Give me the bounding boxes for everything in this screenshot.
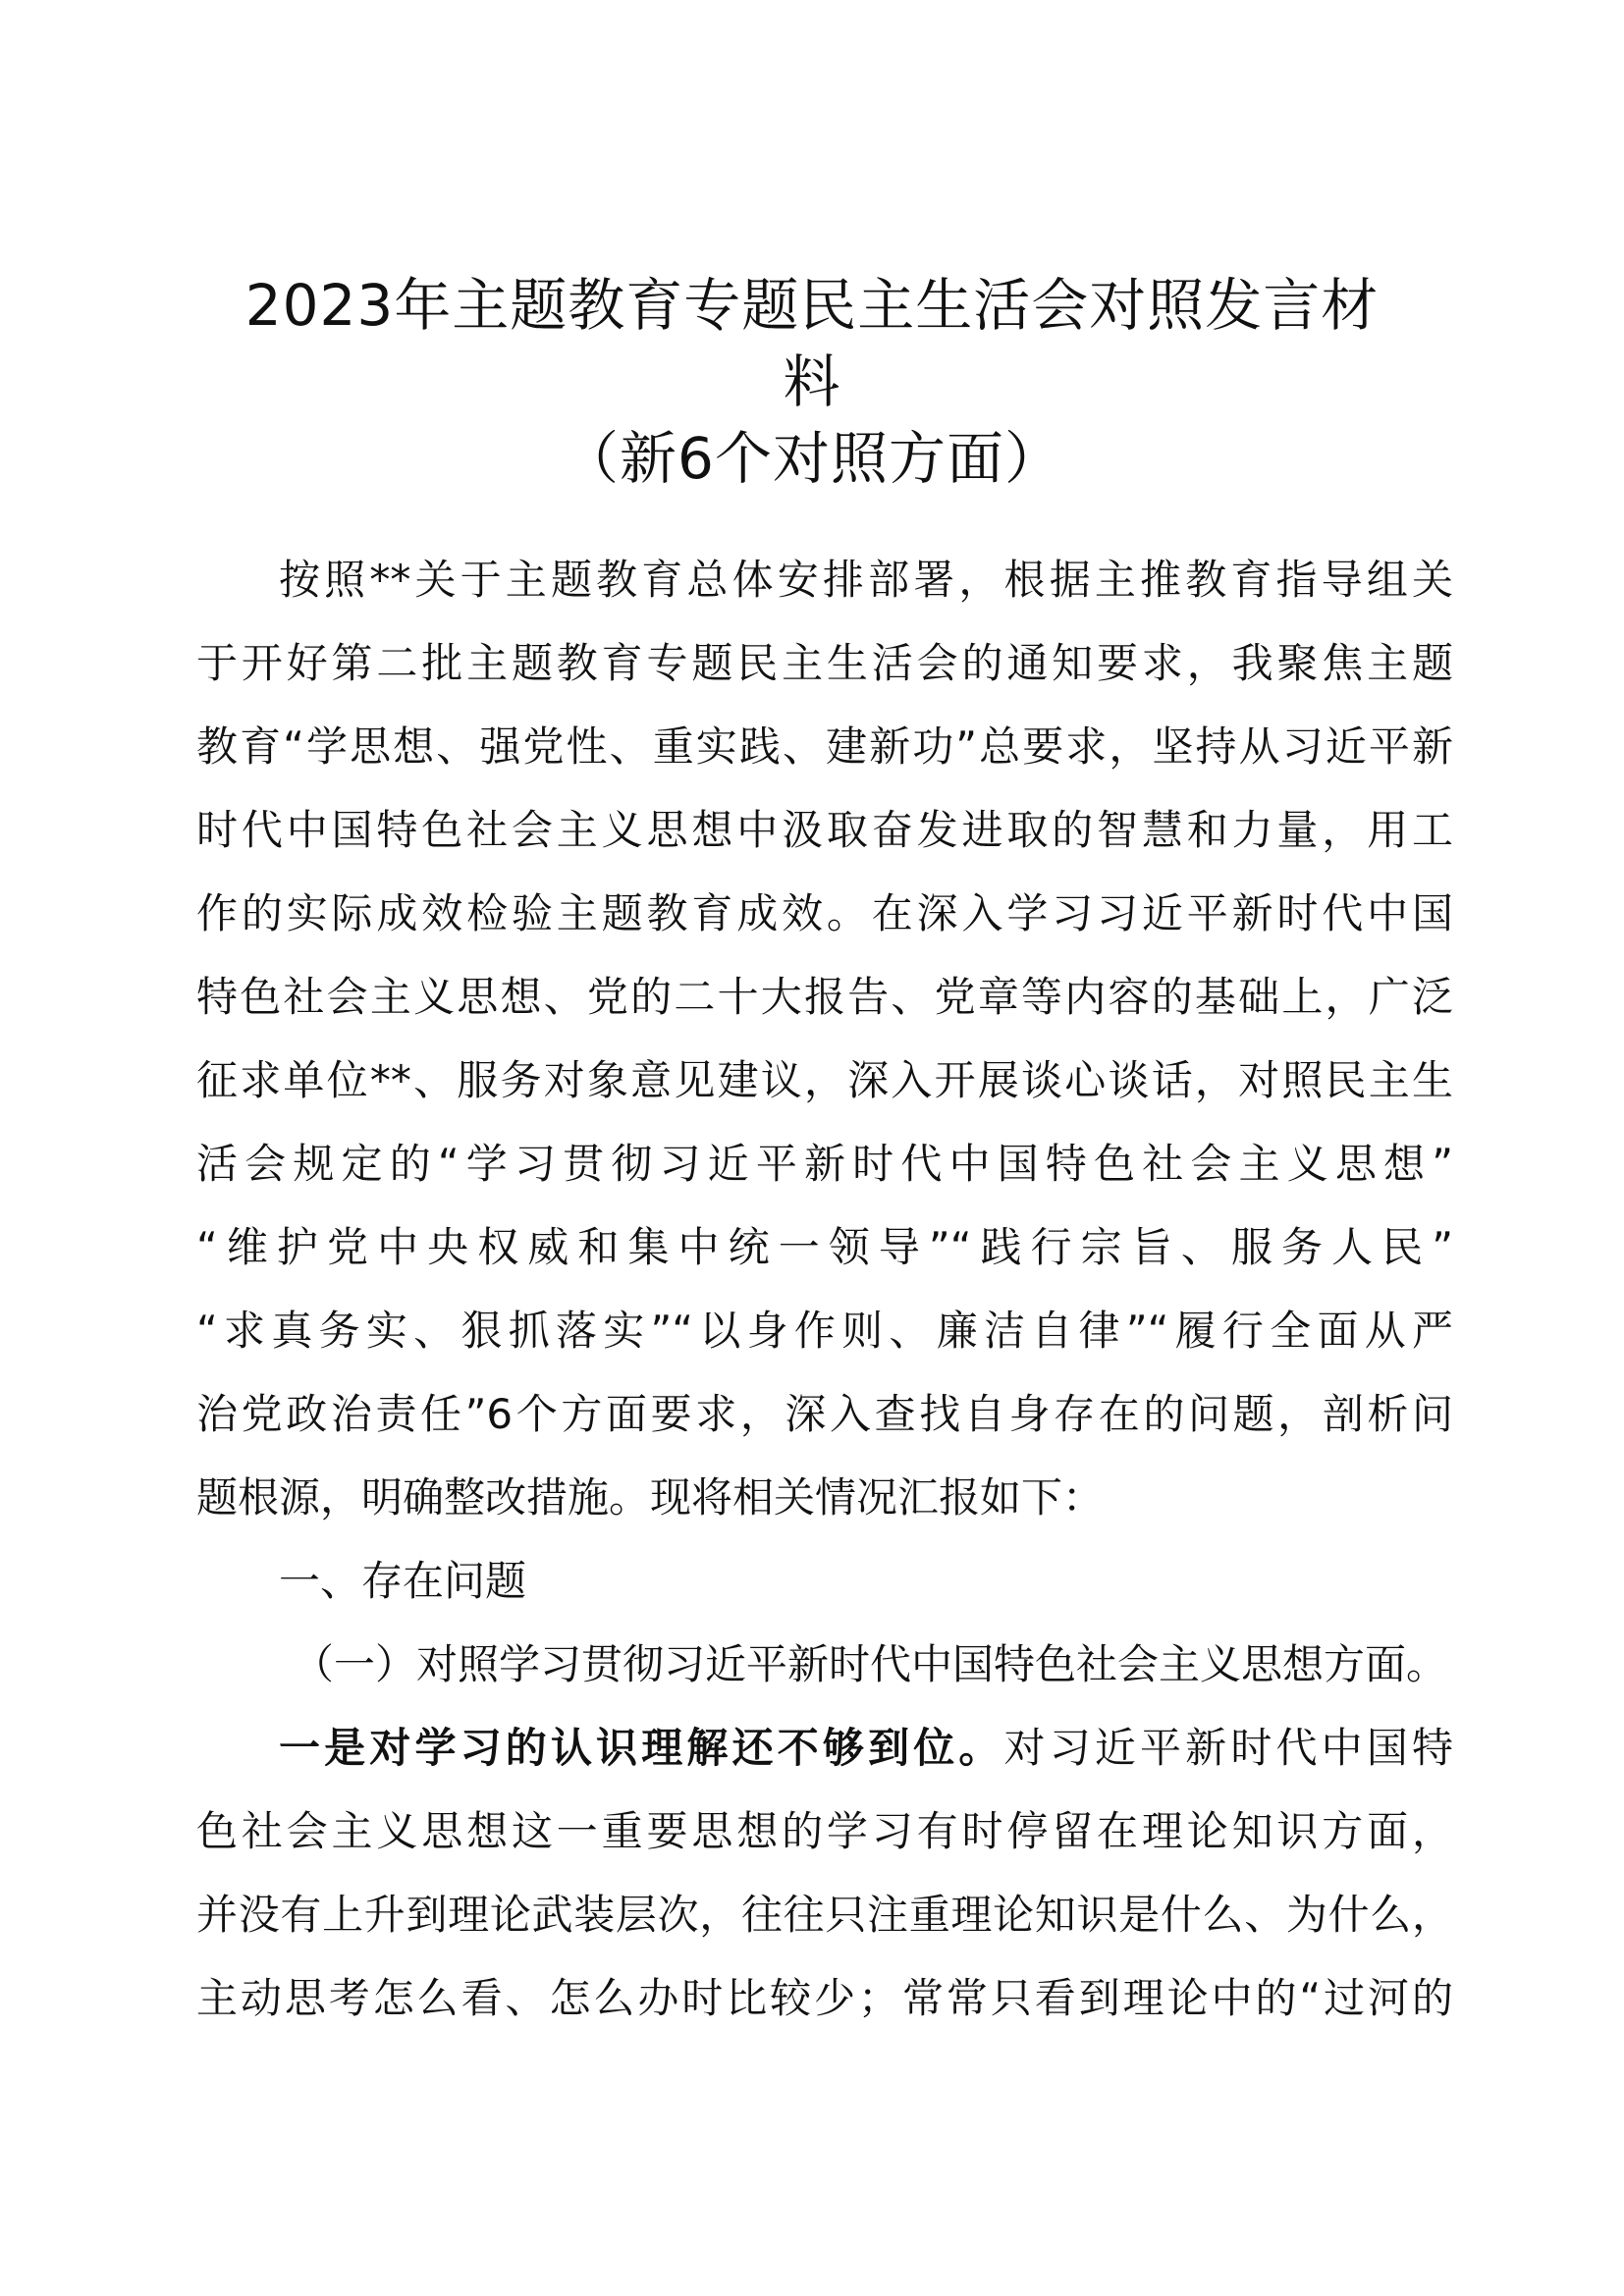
intro-line: “求真务实、狠抓落实”“以身作则、廉洁自律”“履行全面从严 [196, 1307, 1453, 1355]
title-line-3: （新6个对照方面） [562, 425, 1062, 492]
intro-line: 于开好第二批主题教育专题民主生活会的通知要求，我聚焦主题 [196, 639, 1453, 687]
intro-line: 按照**关于主题教育总体安排部署，根据主推教育指导组关 [279, 556, 1453, 604]
point-one-line: 色社会主义思想这一重要思想的学习有时停留在理论知识方面， [196, 1807, 1453, 1855]
point-one-first-line-rest: 对习近平新时代中国特 [1003, 1724, 1453, 1772]
point-one-line: 主动思考怎么看、怎么办时比较少；常常只看到理论中的“过河的 [196, 1974, 1453, 2022]
title-line-1: 2023年主题教育专题民主生活会对照发言材 [244, 272, 1380, 339]
intro-line: 特色社会主义思想、党的二十大报告、党章等内容的基础上，广泛 [196, 973, 1453, 1021]
intro-line: 时代中国特色社会主义思想中汲取奋发进取的智慧和力量，用工 [196, 806, 1453, 854]
intro-line: 题根源，明确整改措施。现将相关情况汇报如下： [196, 1473, 1105, 1522]
subsection-heading: （一）对照学习贯彻习近平新时代中国特色社会主义思想方面。 [293, 1640, 1448, 1688]
intro-line: 征求单位**、服务对象意见建议，深入开展谈心谈话，对照民主生 [196, 1056, 1453, 1104]
intro-line: 作的实际成效检验主题教育成效。在深入学习习近平新时代中国 [196, 889, 1453, 937]
document-title [187, 267, 1437, 497]
intro-line: 教育“学思想、强党性、重实践、建新功”总要求，坚持从习近平新 [196, 722, 1453, 771]
intro-line: “维护党中央权威和集中统一领导”“践行宗旨、服务人民” [196, 1223, 1453, 1271]
title-line-2: 料 [783, 348, 841, 415]
point-one-line: 并没有上升到理论武装层次，往往只注重理论知识是什么、为什么， [196, 1891, 1453, 1939]
document-body [196, 538, 1453, 2040]
section-heading: 一、存在问题 [279, 1557, 527, 1605]
intro-line: 治党政治责任”6个方面要求，深入查找自身存在的问题，剖析问 [196, 1390, 1453, 1438]
intro-line: 活会规定的“学习贯彻习近平新时代中国特色社会主义思想” [196, 1140, 1453, 1188]
point-one-first-line [196, 1706, 1453, 1789]
point-one-bold-lead: 一是对学习的认识理解还不够到位。 [279, 1724, 1004, 1772]
